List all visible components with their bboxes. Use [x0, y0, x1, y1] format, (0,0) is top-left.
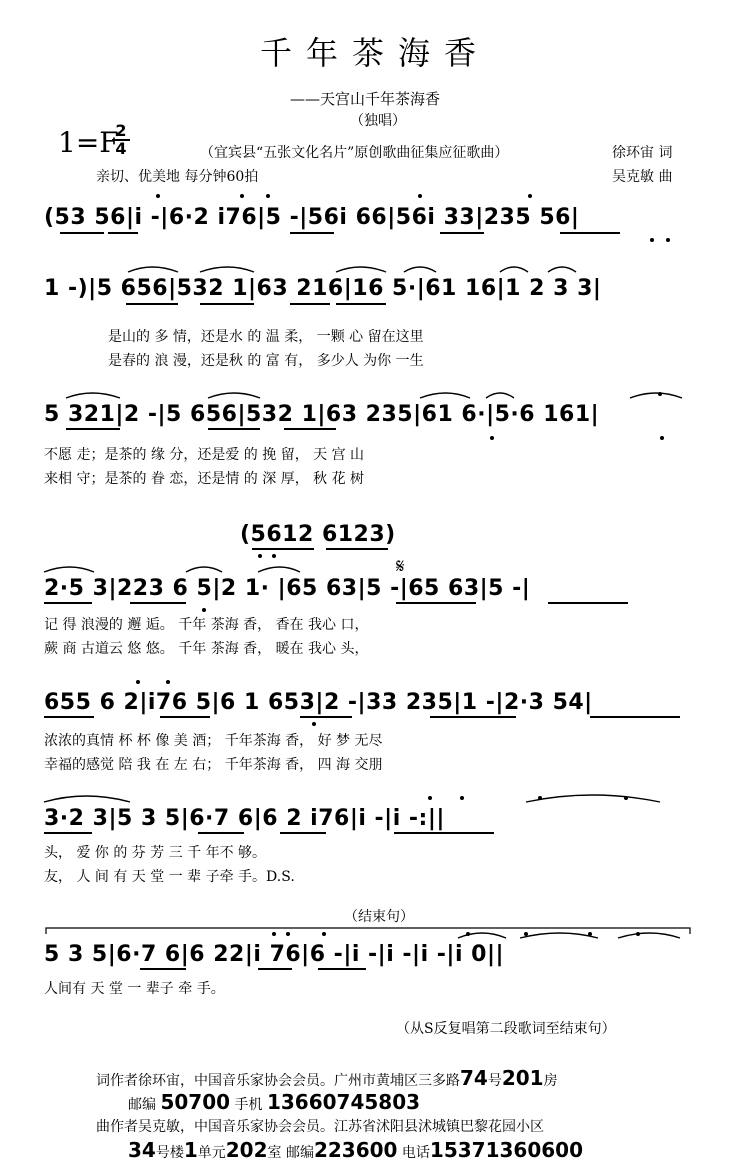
beam — [60, 232, 104, 234]
score-line-1: (53 56|i -|6·2 i76|5 -|56i 66|56i 33|235 56| — [44, 205, 580, 230]
octave-dot — [202, 608, 206, 612]
tempo-marking: 亲切、优美地 每分钟60拍 — [96, 169, 259, 185]
octave-dot — [666, 238, 670, 242]
octave-dot — [136, 680, 140, 684]
lyrics-line-4-verse-2: 蕨 商 古道云 悠 悠。 千年 茶海 香， 暖在 我心 头， — [44, 641, 369, 657]
score-line-6: 3·2 3|5 3 5|6·7 6|6 2 i76|i -|i -:|| — [44, 806, 445, 831]
beam — [318, 968, 366, 970]
octave-dot — [460, 796, 464, 800]
slur — [548, 267, 576, 272]
coda-bracket — [46, 928, 690, 934]
octave-dot — [624, 796, 628, 800]
beam — [290, 232, 334, 234]
time-signature — [112, 121, 130, 158]
composer-postcode: 223600 — [313, 1138, 398, 1162]
composer-address-phone: 34号楼1单元202室 邮编223600 电话15371360600 — [128, 1138, 583, 1162]
beam — [396, 602, 476, 604]
slur — [630, 393, 682, 398]
composer-credit: 吴克敏 曲 — [612, 169, 673, 185]
composer-unit: 1 — [183, 1138, 198, 1162]
lyricist-credit: 徐环宙 词 — [612, 145, 673, 161]
slur — [44, 796, 130, 802]
octave-dot — [266, 194, 270, 198]
lyricist-mobile: 13660745803 — [266, 1090, 421, 1114]
contest-note: （宜宾县“五张文化名片”原创歌曲征集应征歌曲） — [200, 145, 509, 161]
score-line-7: 5 3 5|6·7 6|6 22|i 76|6 -|i -|i -|i -|i 0|| — [44, 942, 505, 967]
octave-dot — [418, 194, 422, 198]
beam — [590, 716, 680, 718]
beam — [130, 602, 186, 604]
beam — [440, 232, 484, 234]
lyricist-postcode: 50700 — [160, 1090, 231, 1114]
key-signature: 1=F — [58, 126, 119, 159]
beam — [66, 428, 120, 430]
slur — [44, 567, 94, 572]
beam — [394, 832, 494, 834]
octave-dot — [322, 932, 326, 936]
song-subtitle: ——天宫山千年茶海香 — [290, 90, 441, 108]
lyrics-line-7: 人间有 天 堂 一 辈子 牵 手。 — [44, 981, 225, 997]
beam — [300, 716, 352, 718]
octave-dot — [286, 932, 290, 936]
lyrics-line-6-verse-2: 友， 人 间 有 天 堂 一 辈 子牵 手。D.S. — [44, 869, 295, 885]
slur — [420, 393, 470, 398]
beam — [44, 602, 92, 604]
lyrics-line-6-verse-1: 头， 爱 你 的 芬 芳 三 千 年不 够。 — [44, 845, 267, 861]
beam — [198, 832, 244, 834]
octave-dot — [466, 932, 470, 936]
octave-dot — [490, 436, 494, 440]
octave-dot — [636, 932, 640, 936]
beam — [548, 602, 628, 604]
coda-label: （结束句） — [344, 909, 414, 925]
score-line-2: 1 -)|5 656|532 1|63 216|16 5·|61 16|1 2 3 3| — [44, 276, 602, 301]
slur — [404, 267, 436, 272]
meter-bottom: 4 — [115, 139, 127, 158]
beam — [108, 232, 138, 234]
lyrics-line-5-verse-2: 幸福的感觉 陪 我 在 左 右； 千年茶海 香， 四 海 交朋 — [44, 757, 383, 773]
octave-dot — [156, 194, 160, 198]
score-line-4: 2·5 3|223 6 5|2 1· |65 63|5 -|65 63|5 -| — [44, 576, 531, 601]
composer-building: 34 — [128, 1138, 156, 1162]
octave-dot — [428, 796, 432, 800]
beam — [290, 303, 330, 305]
meter-top: 2 — [115, 121, 127, 140]
interlude-notes: (5612 6123) — [240, 522, 396, 547]
beam — [336, 303, 386, 305]
beam — [560, 232, 620, 234]
beam — [430, 716, 516, 718]
lyrics-line-2-verse-2: 是春的 浪 漫，还是秋 的 富 有， 多少人 为你 一生 — [108, 353, 424, 369]
octave-dot — [240, 194, 244, 198]
beam — [44, 832, 92, 834]
repeat-instruction: （从S反复唱第二段歌词至结束句） — [396, 1021, 616, 1037]
octave-dot — [658, 392, 662, 396]
composer-room: 202 — [225, 1138, 268, 1162]
octave-dot — [538, 796, 542, 800]
beam — [208, 428, 260, 430]
lyrics-line-2-verse-1: 是山的 多 情，还是水 的 温 柔， 一颗 心 留在这里 — [108, 329, 424, 345]
slur — [336, 267, 386, 272]
slur — [520, 933, 598, 938]
beam — [140, 968, 186, 970]
octave-dot — [312, 722, 316, 726]
lyrics-line-5-verse-1: 浓浓的真情 杯 杯 像 美 酒； 千年茶海 香， 好 梦 无尽 — [44, 733, 383, 749]
beam — [44, 716, 94, 718]
octave-dot — [588, 932, 592, 936]
octave-dot — [650, 238, 654, 242]
lyricist-street-number: 74 — [460, 1066, 488, 1090]
slur — [500, 267, 528, 272]
beam — [126, 303, 178, 305]
song-title: 千年茶海香 — [259, 34, 490, 72]
slur — [128, 267, 178, 272]
octave-dot — [166, 680, 170, 684]
beam — [252, 548, 314, 550]
score-line-5: 655 6 2|i76 5|6 1 653|2 -|33 235|1 -|2·3 54| — [44, 690, 593, 715]
composer-phone: 15371360600 — [429, 1138, 583, 1162]
octave-dot — [660, 436, 664, 440]
beam — [326, 548, 388, 550]
composer-contact: 曲作者吴克敏，中国音乐家协会会员。江苏省沭阳县沭城镇巴黎花园小区 — [96, 1119, 544, 1135]
octave-dot — [528, 194, 532, 198]
lyricist-postcode-phone: 邮编 50700 手机 13660745803 — [128, 1090, 421, 1114]
slur — [186, 567, 222, 572]
octave-dot — [258, 554, 262, 558]
slur — [618, 933, 680, 938]
octave-dot — [524, 932, 528, 936]
segno-sign: 𝄋 — [396, 554, 405, 578]
lyrics-line-3-verse-2: 来相 守；是茶的 眷 恋，还是情 的 深 厚， 秋 花 树 — [44, 471, 365, 487]
slur — [200, 267, 254, 272]
performance-type: （独唱） — [350, 113, 406, 129]
beam — [284, 428, 336, 430]
beam — [160, 716, 210, 718]
lyricist-room-number: 201 — [501, 1066, 544, 1090]
lyrics-line-3-verse-1: 不愿 走；是茶的 缘 分，还是爱 的 挽 留， 天 宫 山 — [44, 447, 365, 463]
beam — [258, 968, 292, 970]
beam — [200, 303, 254, 305]
score-line-3: 5 321|2 -|5 656|532 1|63 235|61 6·|5·6 161| — [44, 402, 600, 427]
slur — [66, 393, 120, 398]
slur — [258, 567, 300, 572]
lyricist-contact: 词作者徐环宙，中国音乐家协会会员。广州市黄埔区三多路74号201房 — [96, 1066, 558, 1090]
slur — [486, 393, 514, 398]
octave-dot — [272, 554, 276, 558]
octave-dot — [272, 932, 276, 936]
slur — [208, 393, 260, 398]
lyrics-line-4-verse-1: 记 得 浪漫的 邂 逅。 千年 茶海 香， 香在 我心 口， — [44, 617, 369, 633]
slur — [526, 795, 660, 802]
beam — [280, 832, 326, 834]
